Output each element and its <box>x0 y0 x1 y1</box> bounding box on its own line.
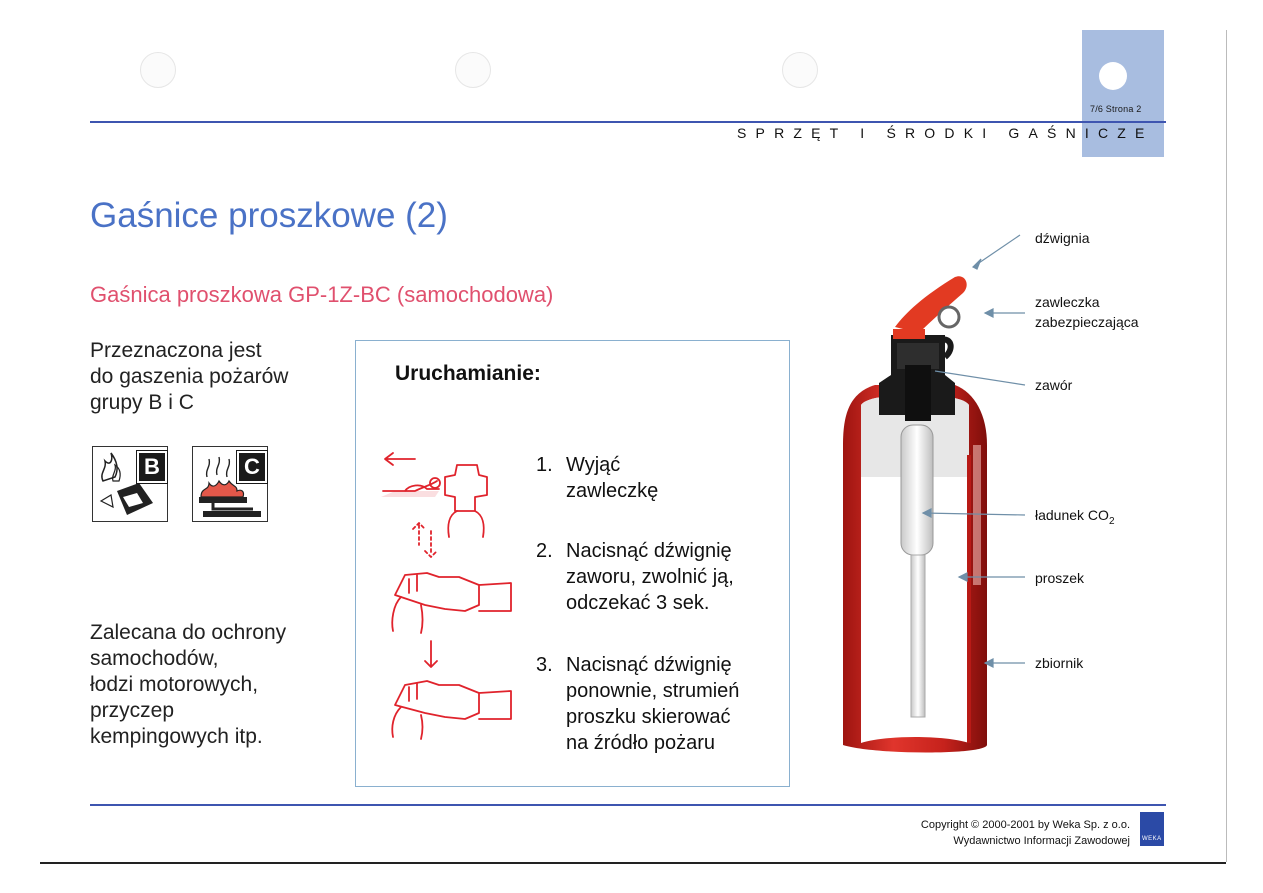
text-line: na źródło pożaru <box>566 732 715 754</box>
callout-charge <box>1035 505 1115 532</box>
fire-class-letter: B <box>137 451 167 483</box>
text-line: przyczep <box>90 699 175 722</box>
step-text <box>566 538 734 616</box>
callout-tank: zbiornik <box>1035 655 1084 671</box>
logo-text: WEKA <box>1142 836 1162 842</box>
step-number: 3. <box>536 654 553 676</box>
page-reference: 7/6 Strona 2 <box>1090 104 1142 114</box>
text-line: grupy B i C <box>90 391 194 414</box>
text-line: zabezpieczająca <box>1035 314 1139 330</box>
step-text <box>566 452 658 504</box>
step-number: 2. <box>536 540 553 562</box>
footer-rule <box>90 804 1166 806</box>
text-line: zaworu, zwolnić ją, <box>566 566 734 588</box>
callout-pin <box>1035 292 1139 332</box>
text-line: Wydawnictwo Informacji Zawodowej <box>953 835 1130 847</box>
text-line: Copyright © 2000-2001 by Weka Sp. z o.o. <box>920 819 1130 831</box>
punch-hole <box>455 52 491 88</box>
text-line: zawleczka <box>1035 294 1100 310</box>
text-line: Przeznaczona jest <box>90 339 262 362</box>
operation-illustration <box>375 445 515 745</box>
header-rule <box>90 121 1166 123</box>
text-line: proszku skierować <box>566 706 731 728</box>
page-title: Gaśnice proszkowe (2) <box>90 196 448 235</box>
callout-lever: dźwignia <box>1035 230 1090 246</box>
fire-class-letter: C <box>237 451 267 483</box>
section-title: SPRZĘT I ŚRODKI GAŚNICZE <box>737 125 1154 141</box>
text-line: Nacisnąć dźwignię <box>566 654 732 676</box>
punch-hole <box>140 52 176 88</box>
step-number: 1. <box>536 454 553 476</box>
panel-heading: Uruchamianie: <box>395 362 541 385</box>
pull-arrow-icon <box>385 453 415 465</box>
text-line: kempingowych itp. <box>90 725 263 748</box>
text-line: Nacisnąć dźwignię <box>566 540 732 562</box>
fire-class-c-symbol <box>192 446 268 522</box>
page-edge <box>1226 30 1227 862</box>
text-line: zawleczkę <box>566 480 659 502</box>
text-line: Zalecana do ochrony <box>90 621 287 644</box>
callout-charge-subscript: 2 <box>1108 515 1115 527</box>
text-line: łodzi motorowych, <box>90 673 259 696</box>
page-edge <box>40 862 1226 864</box>
fire-class-b-symbol <box>92 446 168 522</box>
callout-valve: zawór <box>1035 377 1073 393</box>
step-text <box>566 652 739 756</box>
callout-powder: proszek <box>1035 570 1085 586</box>
subtitle: Gaśnica proszkowa GP-1Z-BC (samochodowa) <box>90 282 554 307</box>
text-line: samochodów, <box>90 647 219 670</box>
text-line: ponownie, strumień <box>566 680 740 702</box>
recommendation-text <box>90 620 286 750</box>
text-line: do gaszenia pożarów <box>90 365 289 388</box>
text-line: odczekać 3 sek. <box>566 592 710 614</box>
tab-punch-hole <box>1099 62 1127 90</box>
purpose-text <box>90 338 288 416</box>
text-line: Wyjąć <box>566 454 621 476</box>
callout-charge-label: ładunek CO <box>1035 507 1109 523</box>
punch-hole <box>782 52 818 88</box>
copyright <box>921 817 1130 849</box>
